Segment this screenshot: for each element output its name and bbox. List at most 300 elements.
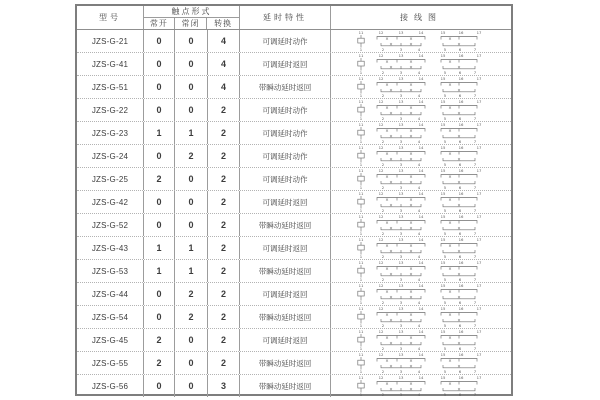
- pin-label: 2: [381, 70, 385, 75]
- pin-label: 5: [443, 47, 447, 52]
- normally-open-count-cell: 0: [144, 30, 175, 52]
- contact-mark: ×: [409, 156, 413, 162]
- contact-mark: ×: [409, 335, 413, 341]
- pin-label: 1: [359, 185, 363, 190]
- pin-label: 14: [418, 191, 424, 196]
- pin-label: 4: [417, 346, 421, 351]
- header-changeover: 转换: [214, 19, 233, 28]
- pin-label: 2: [381, 369, 385, 374]
- pin-label: 11: [358, 145, 364, 150]
- pin-label: 2: [381, 139, 385, 144]
- contact-mark: ×: [448, 82, 452, 88]
- pin-label: 15: [440, 306, 446, 311]
- changeover-count-cell: 2: [208, 191, 240, 213]
- contact-mark: ×: [409, 87, 413, 93]
- normally-closed-count-cell: 0: [175, 99, 208, 121]
- contact-mark: ×: [457, 294, 461, 300]
- pin-label: 13: [398, 76, 404, 81]
- wiring-diagram-cell: [331, 168, 511, 190]
- delay-characteristic-cell: 带瞬动延时返回: [240, 76, 331, 98]
- pin-label: 17: [476, 191, 482, 196]
- contact-mark: ×: [385, 128, 389, 134]
- pin-label: 2: [381, 162, 385, 167]
- delay-characteristic-cell: 可调延时动作: [240, 168, 331, 190]
- contact-mark: ×: [457, 363, 461, 369]
- pin-label: 6: [458, 300, 462, 305]
- contact-mark: ×: [409, 133, 413, 139]
- table-row: [77, 306, 511, 329]
- pin-label: 13: [398, 145, 404, 150]
- pin-label: 4: [417, 300, 421, 305]
- normally-open-count-cell: 1: [144, 237, 175, 259]
- pin-label: 14: [418, 306, 424, 311]
- pin-label: 5: [443, 369, 447, 374]
- contact-mark: ×: [409, 82, 413, 88]
- pin-label: 1: [359, 93, 363, 98]
- contact-mark: ×: [409, 271, 413, 277]
- contact-mark: ×: [389, 363, 393, 369]
- pin-label: 6: [458, 70, 462, 75]
- contact-mark: ×: [457, 202, 461, 208]
- contact-mark: ×: [448, 151, 452, 157]
- pin-label: 11: [358, 352, 364, 357]
- contact-mark: ×: [389, 225, 393, 231]
- model-cell: JZS-G-55: [77, 352, 144, 374]
- pin-label: 5: [443, 346, 447, 351]
- delay-characteristic-cell: 可调延时返回: [240, 283, 331, 305]
- pin-label: 11: [358, 260, 364, 265]
- pin-label: 5: [443, 139, 447, 144]
- pin-label: 3: [399, 346, 403, 351]
- pin-label: 11: [358, 76, 364, 81]
- pin-label: 17: [476, 306, 482, 311]
- pin-label: 3: [399, 254, 403, 259]
- model-cell: JZS-G-23: [77, 122, 144, 144]
- normally-closed-count-cell: 2: [175, 145, 208, 167]
- pin-label: 11: [358, 283, 364, 288]
- pin-label: 6: [458, 277, 462, 282]
- contact-mark: ×: [385, 59, 389, 65]
- wiring-diagram-cell: [331, 122, 511, 144]
- contact-mark: ×: [409, 381, 413, 387]
- table-body: [77, 30, 511, 397]
- contact-mark: ×: [389, 202, 393, 208]
- pin-label: 15: [440, 214, 446, 219]
- pin-label: 2: [381, 300, 385, 305]
- normally-closed-count-cell: 0: [175, 30, 208, 52]
- changeover-count-cell: 4: [208, 30, 240, 52]
- delay-characteristic-cell: 可调延时返回: [240, 237, 331, 259]
- model-cell: JZS-G-44: [77, 283, 144, 305]
- contact-mark: ×: [457, 225, 461, 231]
- contact-mark: ×: [409, 248, 413, 254]
- contact-mark: ×: [448, 312, 452, 318]
- pin-label: 5: [443, 231, 447, 236]
- pin-label: 11: [358, 306, 364, 311]
- contact-mark: ×: [448, 335, 452, 341]
- contact-mark: ×: [409, 317, 413, 323]
- pin-label: 5: [443, 208, 447, 213]
- table-row: [77, 53, 511, 76]
- contact-mark: ×: [457, 110, 461, 116]
- contact-mark: ×: [448, 289, 452, 295]
- pin-label: 15: [440, 283, 446, 288]
- normally-open-count-cell: 0: [144, 76, 175, 98]
- model-cell: JZS-G-45: [77, 329, 144, 351]
- contact-mark: ×: [457, 179, 461, 185]
- normally-closed-count-cell: 1: [175, 260, 208, 282]
- contact-mark: ×: [409, 174, 413, 180]
- pin-label: 2: [381, 254, 385, 259]
- pin-label: 16: [458, 145, 464, 150]
- contact-mark: ×: [409, 294, 413, 300]
- pin-label: 17: [476, 168, 482, 173]
- pin-label: 14: [418, 237, 424, 242]
- wiring-diagram: [353, 99, 489, 121]
- normally-closed-count-cell: 0: [175, 76, 208, 98]
- wiring-diagram: [353, 53, 489, 75]
- contact-mark: ×: [389, 294, 393, 300]
- normally-closed-count-cell: 0: [175, 375, 208, 397]
- pin-label: 17: [476, 99, 482, 104]
- pin-label: 5: [443, 254, 447, 259]
- pin-label: 15: [440, 168, 446, 173]
- pin-label: 7: [473, 346, 477, 351]
- delay-characteristic-cell: 带瞬动延时返回: [240, 306, 331, 328]
- wiring-diagram-cell: [331, 191, 511, 213]
- contact-mark: ×: [448, 358, 452, 364]
- pin-label: 16: [458, 352, 464, 357]
- pin-label: 3: [399, 277, 403, 282]
- pin-label: 4: [417, 70, 421, 75]
- changeover-count-cell: 4: [208, 53, 240, 75]
- normally-closed-count-cell: 0: [175, 53, 208, 75]
- contact-mark: ×: [389, 41, 393, 47]
- pin-label: 17: [476, 352, 482, 357]
- pin-label: 16: [458, 191, 464, 196]
- pin-label: 4: [417, 139, 421, 144]
- table-row: [77, 214, 511, 237]
- pin-label: 12: [378, 191, 384, 196]
- contact-mark: ×: [448, 128, 452, 134]
- pin-label: 15: [440, 99, 446, 104]
- wiring-diagram-cell: [331, 30, 511, 52]
- changeover-count-cell: 2: [208, 329, 240, 351]
- table-header: [77, 6, 511, 30]
- pin-label: 15: [440, 329, 446, 334]
- contact-mark: ×: [409, 340, 413, 346]
- contact-mark: ×: [409, 386, 413, 392]
- normally-open-count-cell: 0: [144, 53, 175, 75]
- pin-label: 11: [358, 99, 364, 104]
- pin-label: 6: [458, 185, 462, 190]
- changeover-count-cell: 2: [208, 283, 240, 305]
- pin-label: 2: [381, 346, 385, 351]
- pin-label: 17: [476, 329, 482, 334]
- pin-label: 1: [359, 323, 363, 328]
- pin-label: 1: [359, 254, 363, 259]
- contact-mark: ×: [409, 202, 413, 208]
- pin-label: 12: [378, 214, 384, 219]
- wiring-diagram: [353, 30, 489, 52]
- pin-label: 13: [398, 191, 404, 196]
- pin-label: 12: [378, 145, 384, 150]
- pin-label: 6: [458, 208, 462, 213]
- contact-mark: ×: [457, 386, 461, 392]
- pin-label: 3: [399, 70, 403, 75]
- pin-label: 3: [399, 185, 403, 190]
- normally-closed-count-cell: 0: [175, 329, 208, 351]
- pin-label: 1: [359, 369, 363, 374]
- normally-open-count-cell: 1: [144, 260, 175, 282]
- pin-label: 17: [476, 145, 482, 150]
- normally-open-count-cell: 2: [144, 329, 175, 351]
- pin-label: 6: [458, 162, 462, 167]
- pin-label: 7: [473, 47, 477, 52]
- pin-label: 4: [417, 185, 421, 190]
- normally-closed-count-cell: 2: [175, 306, 208, 328]
- contact-mark: ×: [389, 340, 393, 346]
- pin-label: 16: [458, 375, 464, 380]
- changeover-count-cell: 2: [208, 352, 240, 374]
- pin-label: 17: [476, 283, 482, 288]
- pin-label: 4: [417, 277, 421, 282]
- contact-mark: ×: [385, 289, 389, 295]
- pin-label: 2: [381, 47, 385, 52]
- contact-mark: ×: [448, 220, 452, 226]
- wiring-diagram-cell: [331, 352, 511, 374]
- pin-label: 12: [378, 306, 384, 311]
- pin-label: 11: [358, 237, 364, 242]
- wiring-diagram-cell: [331, 237, 511, 259]
- pin-label: 17: [476, 76, 482, 81]
- pin-label: 11: [358, 30, 364, 35]
- pin-label: 15: [440, 122, 446, 127]
- normally-closed-count-cell: 0: [175, 214, 208, 236]
- pin-label: 16: [458, 329, 464, 334]
- pin-label: 5: [443, 300, 447, 305]
- pin-label: 17: [476, 122, 482, 127]
- pin-label: 16: [458, 214, 464, 219]
- pin-label: 12: [378, 352, 384, 357]
- delay-characteristic-cell: 带瞬动延时返回: [240, 352, 331, 374]
- pin-label: 12: [378, 329, 384, 334]
- wiring-diagram: [353, 122, 489, 144]
- pin-label: 7: [473, 277, 477, 282]
- pin-label: 14: [418, 122, 424, 127]
- pin-label: 6: [458, 254, 462, 259]
- changeover-count-cell: 2: [208, 237, 240, 259]
- pin-label: 4: [417, 162, 421, 167]
- pin-label: 14: [418, 53, 424, 58]
- pin-label: 13: [398, 214, 404, 219]
- pin-label: 11: [358, 375, 364, 380]
- pin-label: 17: [476, 237, 482, 242]
- contact-mark: ×: [457, 133, 461, 139]
- pin-label: 13: [398, 283, 404, 288]
- pin-label: 5: [443, 116, 447, 121]
- contact-mark: ×: [409, 179, 413, 185]
- pin-label: 4: [417, 254, 421, 259]
- pin-label: 2: [381, 208, 385, 213]
- pin-label: 4: [417, 93, 421, 98]
- wiring-diagram: [353, 76, 489, 98]
- contact-mark: ×: [385, 312, 389, 318]
- pin-label: 3: [399, 93, 403, 98]
- contact-mark: ×: [448, 381, 452, 387]
- pin-label: 6: [458, 47, 462, 52]
- pin-label: 4: [417, 323, 421, 328]
- pin-label: 17: [476, 260, 482, 265]
- model-cell: JZS-G-53: [77, 260, 144, 282]
- contact-mark: ×: [448, 105, 452, 111]
- contact-mark: ×: [385, 105, 389, 111]
- model-cell: JZS-G-51: [77, 76, 144, 98]
- pin-label: 1: [359, 277, 363, 282]
- contact-mark: ×: [409, 110, 413, 116]
- pin-label: 7: [473, 185, 477, 190]
- pin-label: 6: [458, 323, 462, 328]
- pin-label: 15: [440, 237, 446, 242]
- pin-label: 15: [440, 30, 446, 35]
- model-cell: JZS-G-42: [77, 191, 144, 213]
- pin-label: 14: [418, 168, 424, 173]
- wiring-diagram: [353, 168, 489, 190]
- contact-mark: ×: [409, 151, 413, 157]
- changeover-count-cell: 2: [208, 260, 240, 282]
- model-cell: JZS-G-43: [77, 237, 144, 259]
- pin-label: 7: [473, 139, 477, 144]
- normally-closed-count-cell: 0: [175, 191, 208, 213]
- changeover-count-cell: 3: [208, 375, 240, 397]
- table-row: [77, 168, 511, 191]
- header-wiring-diagram: 接线图: [400, 13, 442, 22]
- pin-label: 15: [440, 375, 446, 380]
- model-cell: JZS-G-25: [77, 168, 144, 190]
- table-row: [77, 260, 511, 283]
- delay-characteristic-cell: 带瞬动延时返回: [240, 375, 331, 397]
- pin-label: 7: [473, 231, 477, 236]
- pin-label: 1: [359, 116, 363, 121]
- pin-label: 3: [399, 116, 403, 121]
- pin-label: 17: [476, 53, 482, 58]
- pin-label: 7: [473, 254, 477, 259]
- pin-label: 14: [418, 76, 424, 81]
- normally-open-count-cell: 0: [144, 283, 175, 305]
- pin-label: 12: [378, 30, 384, 35]
- contact-mark: ×: [448, 197, 452, 203]
- normally-open-count-cell: 0: [144, 375, 175, 397]
- normally-open-count-cell: 0: [144, 99, 175, 121]
- model-cell: JZS-G-24: [77, 145, 144, 167]
- table-row: [77, 30, 511, 53]
- pin-label: 16: [458, 99, 464, 104]
- pin-label: 5: [443, 162, 447, 167]
- model-cell: JZS-G-52: [77, 214, 144, 236]
- pin-label: 17: [476, 214, 482, 219]
- contact-mark: ×: [448, 36, 452, 42]
- pin-label: 3: [399, 47, 403, 52]
- pin-label: 13: [398, 329, 404, 334]
- header-contact-subrow: [144, 18, 239, 29]
- delay-characteristic-cell: 可调延时返回: [240, 53, 331, 75]
- normally-open-count-cell: 0: [144, 191, 175, 213]
- delay-characteristic-cell: 可调延时动作: [240, 99, 331, 121]
- pin-label: 16: [458, 53, 464, 58]
- pin-label: 12: [378, 237, 384, 242]
- delay-characteristic-cell: 带瞬动延时返回: [240, 214, 331, 236]
- delay-characteristic-cell: 可调延时动作: [240, 122, 331, 144]
- pin-label: 1: [359, 346, 363, 351]
- contact-mark: ×: [385, 151, 389, 157]
- contact-mark: ×: [389, 87, 393, 93]
- delay-characteristic-cell: 带瞬动延时返回: [240, 260, 331, 282]
- pin-label: 16: [458, 260, 464, 265]
- normally-open-count-cell: 1: [144, 122, 175, 144]
- pin-label: 16: [458, 168, 464, 173]
- contact-mark: ×: [385, 335, 389, 341]
- header-normally-open: 常开: [144, 18, 175, 29]
- table-row: [77, 99, 511, 122]
- contact-mark: ×: [389, 110, 393, 116]
- contact-mark: ×: [389, 271, 393, 277]
- pin-label: 6: [458, 139, 462, 144]
- contact-mark: ×: [409, 225, 413, 231]
- contact-mark: ×: [385, 197, 389, 203]
- contact-mark: ×: [385, 358, 389, 364]
- pin-label: 5: [443, 392, 447, 397]
- pin-label: 12: [378, 99, 384, 104]
- changeover-count-cell: 2: [208, 214, 240, 236]
- pin-label: 5: [443, 323, 447, 328]
- header-contact-form: [144, 6, 240, 29]
- contact-mark: ×: [389, 386, 393, 392]
- pin-label: 3: [399, 139, 403, 144]
- header-delay-characteristic: 延时特性: [240, 6, 331, 29]
- pin-label: 13: [398, 260, 404, 265]
- pin-label: 3: [399, 162, 403, 167]
- table-row: [77, 237, 511, 260]
- pin-label: 15: [440, 260, 446, 265]
- contact-mark: ×: [409, 312, 413, 318]
- pin-label: 1: [359, 47, 363, 52]
- contact-mark: ×: [389, 64, 393, 70]
- pin-label: 11: [358, 214, 364, 219]
- pin-label: 17: [476, 375, 482, 380]
- contact-mark: ×: [409, 59, 413, 65]
- contact-mark: ×: [448, 243, 452, 249]
- contact-mark: ×: [385, 174, 389, 180]
- pin-label: 2: [381, 93, 385, 98]
- contact-mark: ×: [389, 179, 393, 185]
- normally-open-count-cell: 0: [144, 145, 175, 167]
- pin-label: 11: [358, 122, 364, 127]
- pin-label: 7: [473, 93, 477, 98]
- pin-label: 4: [417, 47, 421, 52]
- wiring-diagram: [353, 283, 489, 305]
- pin-label: 13: [398, 352, 404, 357]
- changeover-count-cell: 2: [208, 99, 240, 121]
- wiring-diagram-cell: [331, 375, 511, 397]
- pin-label: 6: [458, 369, 462, 374]
- contact-mark: ×: [457, 41, 461, 47]
- contact-mark: ×: [457, 64, 461, 70]
- normally-open-count-cell: 2: [144, 168, 175, 190]
- changeover-count-cell: 2: [208, 145, 240, 167]
- contact-mark: ×: [409, 64, 413, 70]
- pin-label: 13: [398, 237, 404, 242]
- normally-closed-count-cell: 2: [175, 283, 208, 305]
